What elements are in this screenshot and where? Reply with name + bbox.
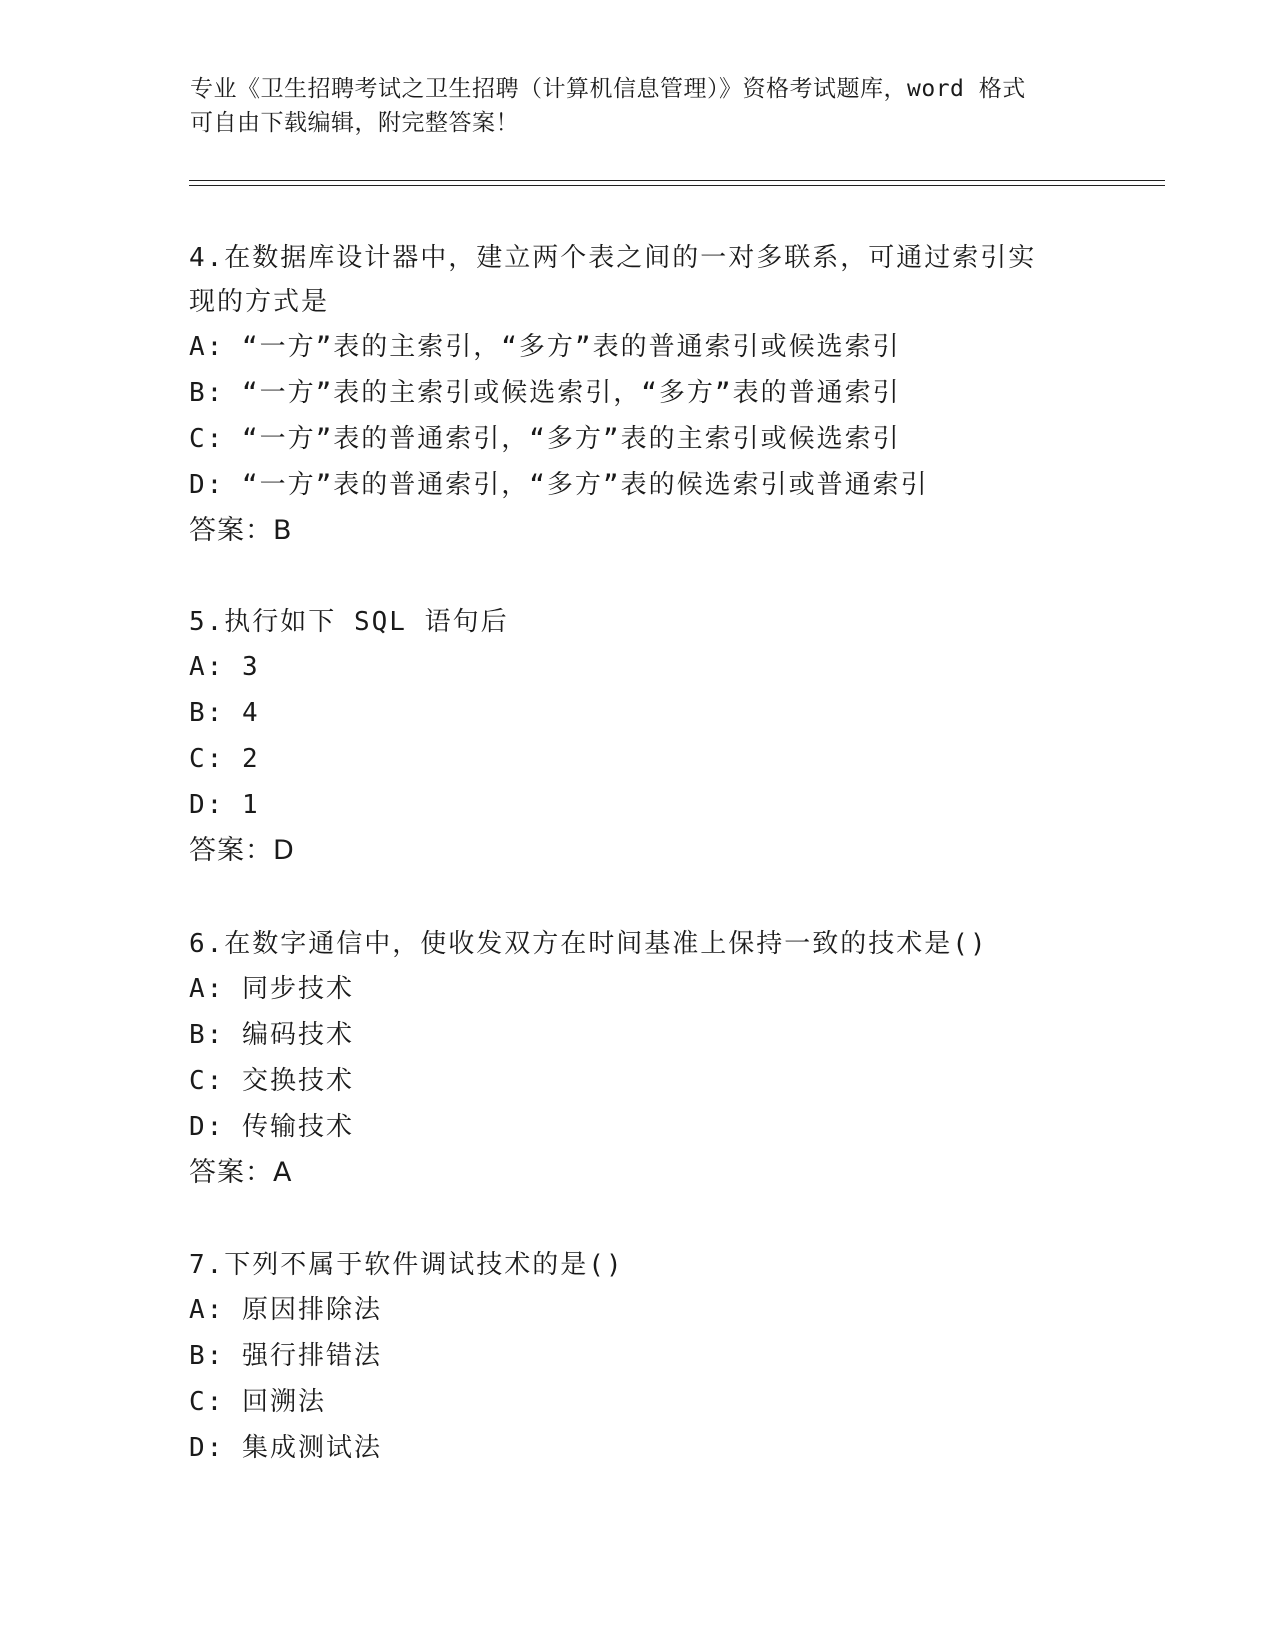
option-d: D: 传输技术: [189, 1112, 354, 1142]
option-a: A: 3: [189, 652, 260, 682]
option-c: C: 交换技术: [189, 1066, 354, 1096]
option-c: C: “一方”表的普通索引，“多方”表的主索引或候选索引: [189, 424, 901, 454]
option-d: D: “一方”表的普通索引，“多方”表的候选索引或普通索引: [189, 470, 929, 500]
option-a: A: 同步技术: [189, 974, 354, 1004]
option-d: D: 1: [189, 790, 260, 820]
header-line-1: 专业《卫生招聘考试之卫生招聘（计算机信息管理）》资格考试题库，word 格式: [190, 76, 1026, 102]
option-b: B: 强行排错法: [189, 1341, 382, 1371]
answer-line: 答案：B: [189, 515, 293, 546]
option-c: C: 回溯法: [189, 1387, 326, 1417]
option-c: C: 2: [189, 744, 260, 774]
question-stem-continued: 现的方式是: [189, 287, 330, 317]
question-4: [189, 236, 1089, 554]
document-header: [190, 72, 1090, 140]
option-b: B: 编码技术: [189, 1020, 354, 1050]
option-a: A: “一方”表的主索引，“多方”表的普通索引或候选索引: [189, 332, 901, 362]
option-b: B: “一方”表的主索引或候选索引，“多方”表的普通索引: [189, 378, 901, 408]
question-stem: 4.在数据库设计器中，建立两个表之间的一对多联系，可通过索引实: [189, 243, 1037, 273]
question-5: [189, 600, 1089, 874]
answer-line: 答案：A: [189, 1157, 293, 1188]
option-b: B: 4: [189, 698, 260, 728]
question-6: [189, 922, 1089, 1196]
header-divider-top: [189, 180, 1165, 181]
question-stem: 6.在数字通信中，使收发双方在时间基准上保持一致的技术是(): [189, 929, 988, 959]
question-stem: 7.下列不属于软件调试技术的是(): [189, 1250, 624, 1280]
option-d: D: 集成测试法: [189, 1433, 382, 1463]
option-a: A: 原因排除法: [189, 1295, 382, 1325]
header-divider-bottom: [189, 185, 1165, 186]
question-stem: 5.执行如下 SQL 语句后: [189, 607, 509, 637]
question-7: [189, 1243, 1089, 1471]
header-line-2: 可自由下载编辑，附完整答案！: [190, 110, 519, 136]
answer-line: 答案：D: [189, 835, 295, 866]
